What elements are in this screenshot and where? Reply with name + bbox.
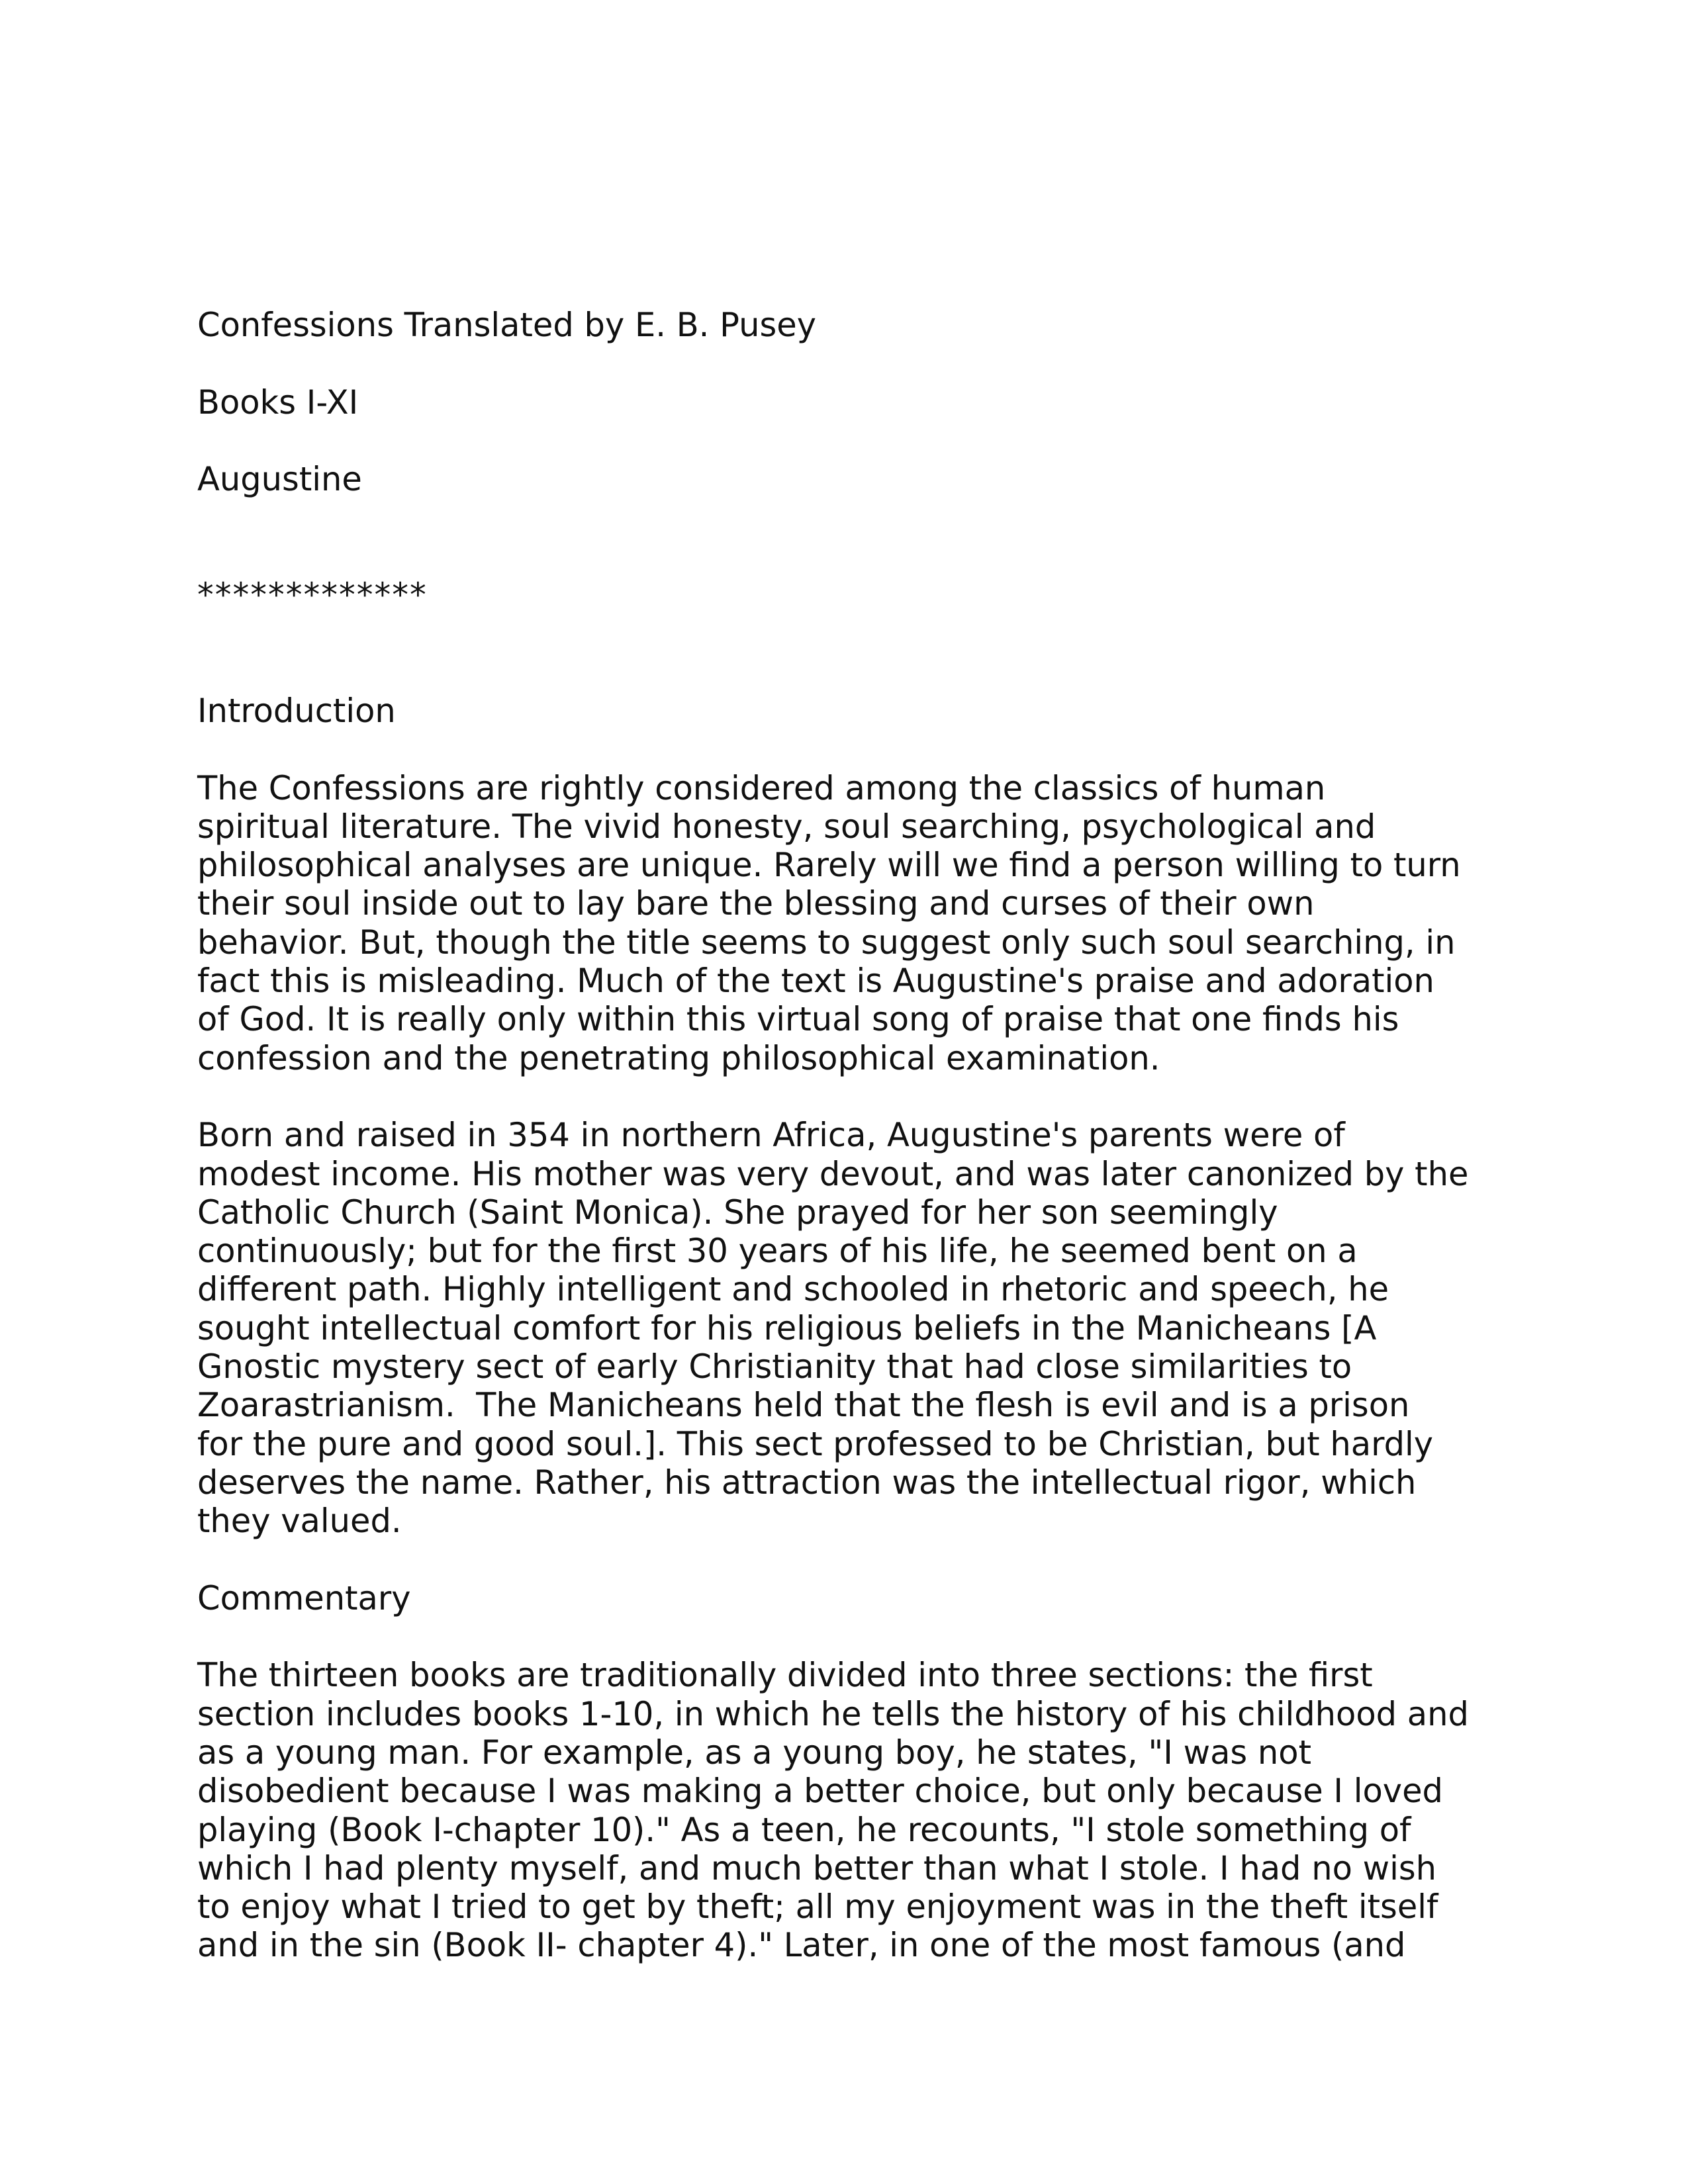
- text-line: Zoarastrianism. The Manicheans held that the flesh is evil and is a prison: [197, 1386, 1410, 1425]
- section-separator: *************: [197, 576, 428, 615]
- text-line: playing (Book I-chapter 10)." As a teen, he recounts, "I stole something of: [197, 1810, 1411, 1849]
- text-line: and in the sin (Book II- chapter 4)." Later, in one of the most famous (and: [197, 1926, 1406, 1965]
- text-line: sought intellectual comfort for his religious beliefs in the Manicheans [A: [197, 1308, 1377, 1347]
- text-line: philosophical analyses are unique. Rarely will we find a person willing to turn: [197, 846, 1461, 885]
- introduction-paragraph-2: [197, 1116, 1495, 1540]
- text-line: section includes books 1-10, in which he tells the history of his childhood and: [197, 1694, 1469, 1733]
- text-line: disobedient because I was making a better choice, but only because I loved: [197, 1772, 1443, 1811]
- text-line: spiritual literature. The vivid honesty, soul searching, psychological and: [197, 807, 1376, 846]
- text-line: fact this is misleading. Much of the text is Augustine's praise and adoration: [197, 962, 1434, 1001]
- text-line: confession and the penetrating philosophical examination.: [197, 1038, 1160, 1077]
- commentary-paragraph-1: [197, 1656, 1495, 1964]
- text-line: continuously; but for the first 30 years of his life, he seemed bent on a: [197, 1232, 1358, 1271]
- introduction-heading: Introduction: [197, 691, 396, 730]
- text-line: Catholic Church (Saint Monica). She prayed for her son seemingly: [197, 1193, 1278, 1232]
- text-line: modest income. His mother was very devout, and was later canonized by the: [197, 1154, 1469, 1193]
- author-name: Augustine: [197, 460, 362, 499]
- document-title: Confessions Translated by E. B. Pusey: [197, 306, 817, 344]
- text-line: Born and raised in 354 in northern Africa, Augustine's parents were of: [197, 1116, 1345, 1155]
- text-line: Gnostic mystery sect of early Christianity that had close similarities to: [197, 1347, 1352, 1387]
- text-line: which I had plenty myself, and much better than what I stole. I had no wish: [197, 1848, 1437, 1888]
- text-line: they valued.: [197, 1502, 402, 1541]
- text-line: as a young man. For example, as a young boy, he states, "I was not: [197, 1733, 1311, 1772]
- commentary-heading: Commentary: [197, 1578, 411, 1617]
- text-line: The thirteen books are traditionally divided into three sections: the first: [197, 1656, 1373, 1695]
- text-line: their soul inside out to lay bare the blessing and curses of their own: [197, 884, 1315, 923]
- document-page: [197, 306, 1495, 1965]
- books-range: Books I-XI: [197, 383, 359, 422]
- text-line: to enjoy what I tried to get by theft; all my enjoyment was in the theft itself: [197, 1888, 1438, 1927]
- text-line: different path. Highly intelligent and schooled in rhetoric and speech, he: [197, 1270, 1389, 1309]
- text-line: deserves the name. Rather, his attraction was the intellectual rigor, which: [197, 1463, 1417, 1502]
- text-line: behavior. But, though the title seems to suggest only such soul searching, in: [197, 923, 1456, 962]
- text-line: The Confessions are rightly considered among the classics of human: [197, 768, 1326, 807]
- text-line: of God. It is really only within this virtual song of praise that one finds his: [197, 1000, 1399, 1039]
- text-line: for the pure and good soul.]. This sect professed to be Christian, but hardly: [197, 1424, 1434, 1463]
- introduction-paragraph-1: [197, 769, 1495, 1077]
